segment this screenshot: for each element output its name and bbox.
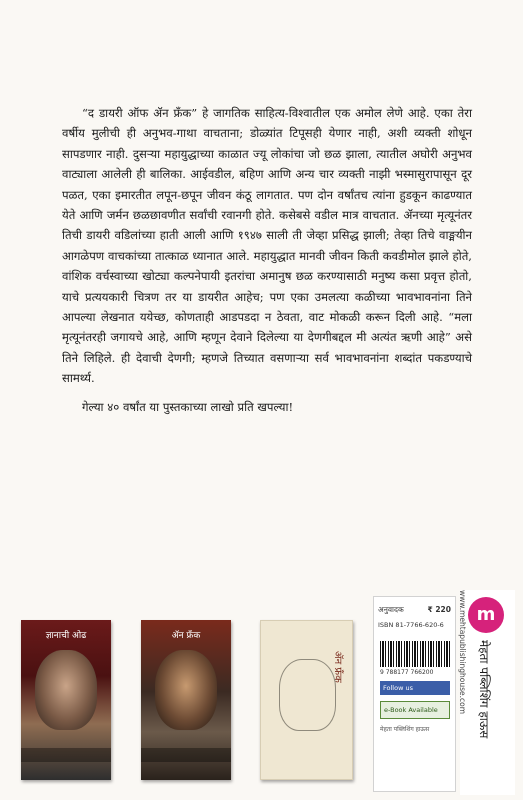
book-3-title: ॲन फ्रँक [332,651,343,683]
publisher-logo-icon [468,597,504,633]
book-1-title: ज्ञानाची ओढ [45,631,87,641]
blurb-paragraph-2: गेल्या ४० वर्षांत या पुस्तकाच्या लाखो प्रति खपल्या! [82,399,294,414]
publisher-note: मेहता पब्लिशिंग हाऊस [380,726,430,733]
girl-portrait-image [155,650,217,730]
cover-band [141,748,231,762]
isbn-text: ISBN 81-7766-620-6 [378,621,444,629]
publisher-name: मेहता पब्लिशिंग हाऊस [477,640,491,739]
related-book-cover-3[interactable] [260,620,353,780]
ebook-badge: e-Book Available [380,701,450,719]
back-cover-heading: अनुवादक [378,605,404,614]
logo-letter: m [476,604,496,625]
barcode-number: 9 788177 766200 [380,669,434,676]
sketch-portrait-image [279,659,336,731]
back-cover-thumbnail[interactable] [373,596,456,792]
social-follow-badge: Follow us [380,681,450,695]
barcode-icon [380,641,450,667]
publisher-url[interactable]: www.mehtapublishinghouse.com [458,590,467,715]
related-book-cover-2[interactable] [141,620,231,780]
cover-band [21,748,111,762]
related-book-cover-1[interactable] [21,620,111,780]
blurb-paragraph-1: “द डायरी ऑफ ॲन फ्रँक” हे जागतिक साहित्य-विश्वातील एक अमोल लेणे आहे. एका तेरा वर्षीय मुलीची ही अनुभव-गाथा वाचताना; डोळ्यांत टिपूसही येणार नाही, अशी व्यक्ती शोधून सापडणार नाही. दुसऱ्या महायुद्धाच्या काळात ज्यू लोकांचा जो छळ झाला, त्यातील अघोरी अनुभव वाट्याला आलेली ही बालिका. आईवडील, बहिण आणि अन्य चार व्यक्ती नाझी भस्मासुरापासून दूर पळत, एका इमारतीत लपून-छपून जीवन कंठू लागतात. पण दोन वर्षांतच त्यांना हुडकून काढण्यात येते आणि जर्मन छळछावणीत सर्वांची रवानगी होते. कसेबसे वडील मात्र वाचतात. ॲनच्या मृत्यूनंतर तिची डायरी वडिलांच्या हाती आली आणि १९४७ साली ती जेव्हा प्रसिद्ध झाली; तेव्हा तिचे वाङ्मयीन आगळेपण वाचकांच्या तात्काळ ध्यानात आले. महायुद्धात मानवी जीवन किती कवडीमोल झाले होते, वांशिक वर्चस्वाच्या खोट्या कल्पनेपायी इतरांचा अमानुष छळ करण्यासाठी मनुष्य कसा प्रवृत्त होतो, याचे प्रत्ययकारी चित्रण तर या डायरीत आहेच; पण एका उमलत्या कळीच्या भावभावनांना तिने आपल्या लेखनात ययेच्छ, कोणताही आडपडदा न ठेवता, वाट मोकळी करून दिली आहे. “मला मृत्यूनंतरही जगायचे आहे, आणि म्हणून देवाने दिलेल्या या देणगीबद्दल मी अत्यंत ऋणी आहे” असे तिने लिहिले. ही देवाची देणगी; म्हणजे तिच्यात वसणाऱ्या सर्व भावभावनांना शब्दांत पकडण्याचे सामर्थ्य. [62,106,472,386]
blurb-text [62,103,472,417]
book-2-title: ॲन फ्रँक [171,631,201,641]
price-label: ₹ 220 [427,605,451,614]
girl-portrait-image [35,650,97,730]
